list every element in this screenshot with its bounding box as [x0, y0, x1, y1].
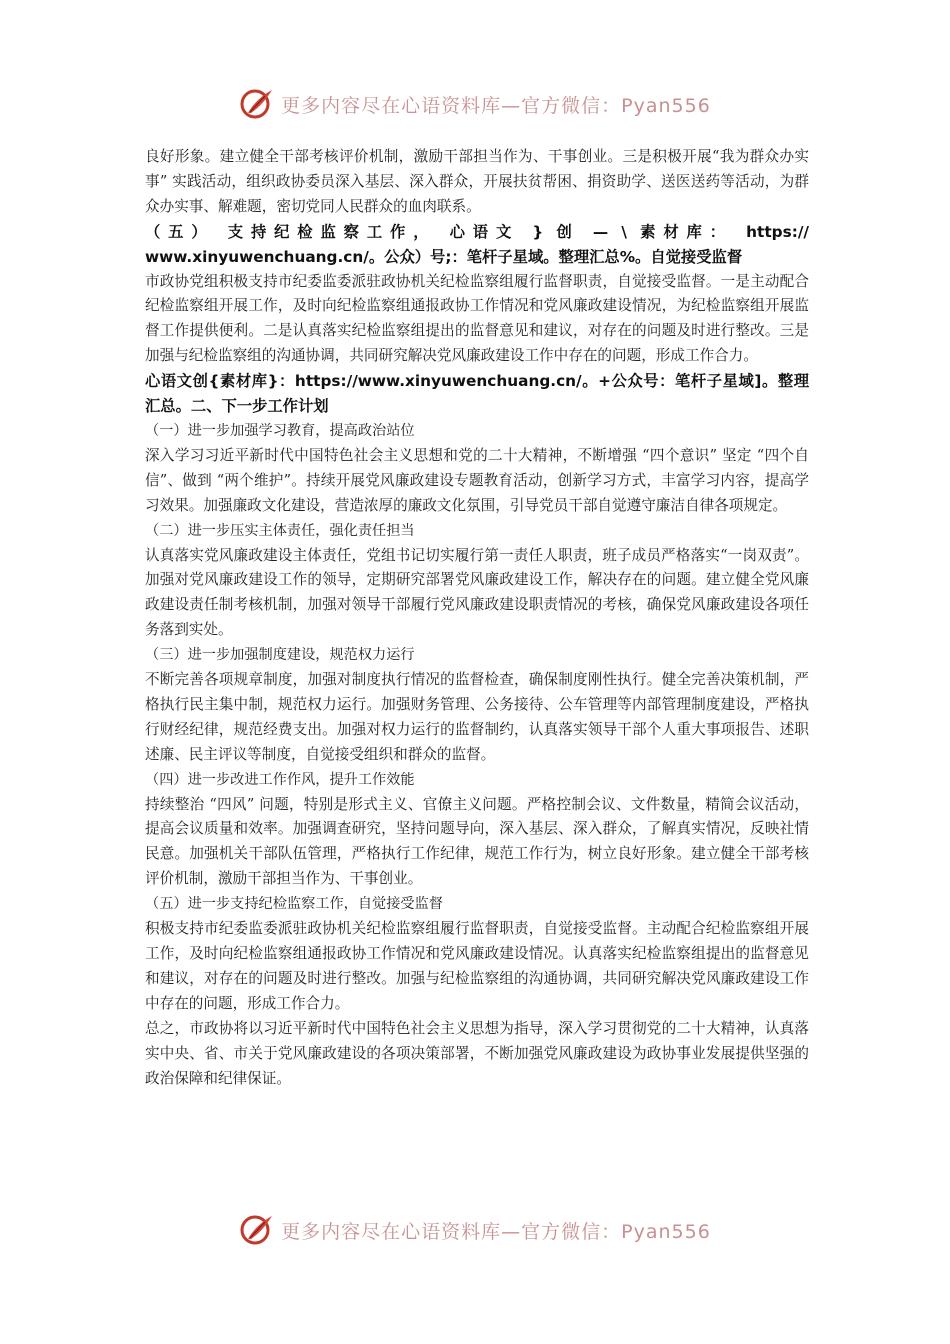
body-paragraph: 市政协党组积极支持市纪委监委派驻政协机关纪检监察组履行监督职责，自觉接受监督。一是主动配合纪检监察组开展工作，及时向纪检监察组通报政协工作情况和党风廉政建设情况，为纪检监察组开展监督工作提供便利。二是认真落实纪检监察组提出的监督意见和建议，对存在的问题及时进行整改。三是加强与纪检监察组的沟通协调，共同研究解决党风廉政建设工作中存在的问题，形成工作合力。 — [145, 272, 809, 365]
section-heading: （五）进一步支持纪检监察工作，自觉接受监督 — [145, 896, 443, 913]
header-banner-text: 更多内容尽在心语资料库—官方微信：Pyan556 — [281, 94, 711, 117]
body-paragraph: 持续整治 “四风” 问题，特别是形式主义、官僚主义问题。严格控制会议、文件数量，精简会议活动，提高会议质量和效率。加强调查研究，坚持问题导向，深入基层、深入群众，了解真实情况，反映社情民意。加强机关干部队伍管理，严格执行工作纪律，规范工作行为，树立良好形象。建立健全干部考核评价机制，激励干部担当作为、干事创业。 — [145, 795, 809, 888]
section-heading: （二）进一步压实主体责任，强化责任担当 — [145, 522, 415, 539]
body-paragraph: 认真落实党风廉政建设主体责任，党组书记切实履行第一责任人职责，班子成员严格落实“一岗双责”。加强对党风廉政建设工作的领导，定期研究部署党风廉政建设工作，解决存在的问题。建立健全党风廉政建设责任制考核机制，加强对领导干部履行党风廉政建设职责情况的考核，确保党风廉政建设各项任务落到实处。 — [145, 546, 809, 639]
document-body — [145, 145, 809, 1091]
quill-pen-logo-icon — [239, 1212, 275, 1248]
body-paragraph: 良好形象。建立健全干部考核评价机制，激励干部担当作为、干事创业。三是积极开展“我为群众办实事” 实践活动，组织政协委员深入基层、深入群众，开展扶贫帮困、捐资助学、送医送药等活动，为群众办实事、解难题，密切党同人民群众的血肉联系。 — [145, 148, 809, 215]
section-heading: （三）进一步加强制度建设，规范权力运行 — [145, 647, 415, 664]
quill-pen-logo-icon — [239, 86, 275, 122]
section-heading: （一）进一步加强学习教育，提高政治站位 — [145, 422, 415, 439]
bold-paragraph: （五） 支持纪检监察工作， 心语文 } 创 — \ 素材库： https:// — [145, 222, 809, 241]
footer-banner — [0, 1208, 950, 1252]
bold-paragraph: www.xinyuwenchuang.cn/。公众）号;：笔杆子星域。整理汇总%。自觉接受监督 — [145, 247, 743, 266]
footer-banner-text: 更多内容尽在心语资料库—官方微信：Pyan556 — [281, 1220, 711, 1243]
bold-paragraph: 心语文创{素材库}：https://www.xinyuwenchuang.cn/。+公众号：笔杆子星域]。整理汇总。二、下一步工作计划 — [145, 372, 809, 416]
section-heading: （四）进一步改进工作作风，提升工作效能 — [145, 771, 415, 788]
body-paragraph: 不断完善各项规章制度，加强对制度执行情况的监督检查，确保制度刚性执行。健全完善决策机制，严格执行民主集中制，规范权力运行。加强财务管理、公务接待、公车管理等内部管理制度建设，严格执行财经纪律，规范经费支出。加强对权力运行的监督制约，认真落实领导干部个人重大事项报告、述职述廉、民主评议等制度，自觉接受组织和群众的监督。 — [145, 671, 809, 763]
body-paragraph: 深入学习习近平新时代中国特色社会主义思想和党的二十大精神，不断增强 “四个意识” 坚定 “四个自信”、做到 “两个维护”。持续开展党风廉政建设专题教育活动，创新学习方式，丰富学习内容，提高学习效果。加强廉政文化建设，营造浓厚的廉政文化氛围，引导党员干部自觉遵守廉洁自律各项规定。 — [145, 446, 809, 514]
body-paragraph: 总之，市政协将以习近平新时代中国特色社会主义思想为指导，深入学习贯彻党的二十大精神，认真落实中央、省、市关于党风廉政建设的各项决策部署，不断加强党风廉政建设为政协事业发展提供坚强的政治保障和纪律保证。 — [145, 1019, 809, 1087]
body-paragraph: 积极支持市纪委监委派驻政协机关纪检监察组履行监督职责，自觉接受监督。主动配合纪检监察组开展工作，及时向纪检监察组通报政协工作情况和党风廉政建设情况。认真落实纪检监察组提出的监督意见和建议，对存在的问题及时进行整改。加强与纪检监察组的沟通协调，共同研究解决党风廉政建设工作中存在的问题，形成工作合力。 — [145, 920, 809, 1012]
header-banner — [0, 82, 950, 126]
